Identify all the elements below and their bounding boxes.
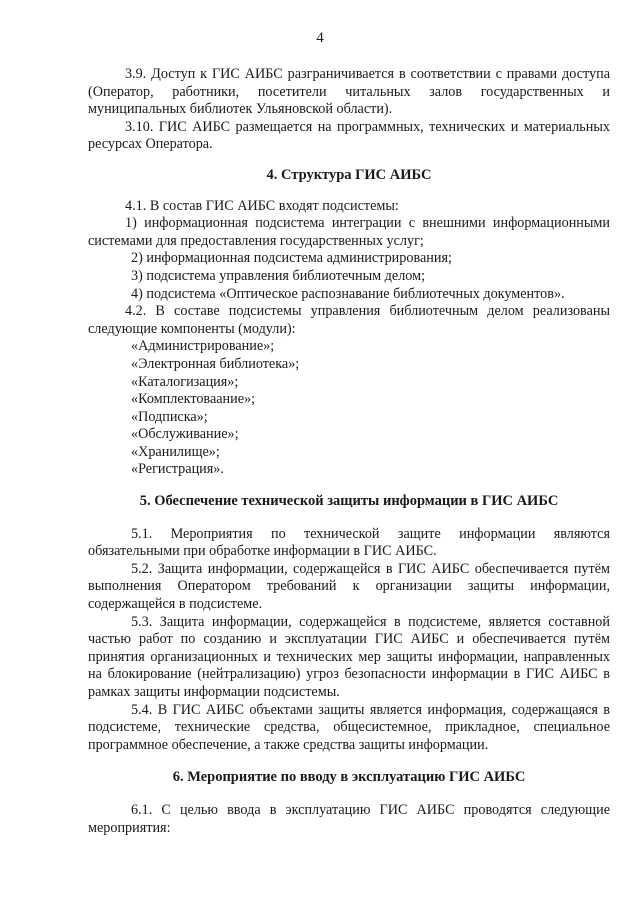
paragraph-5-2: 5.2. Защита информации, содержащейся в ГИС АИБС обеспечивается путём выполнения Оператором требований к организации защиты информации, содержащейся в подсистеме. [88, 560, 610, 613]
paragraph-5-3: 5.3. Защита информации, содержащейся в подсистеме, является составной частью работ по созданию и эксплуатации ГИС АИБС и обеспечивается путём принятия организационных и технических мер защиты информации, направленных на блокирование (нейтрализацию) угроз безопасности информации в ГИС АИБС в рамках защиты информации подсистемы. [88, 613, 610, 700]
paragraph-3-10: 3.10. ГИС АИБС размещается на программных, технических и материальных ресурсах Оператора. [88, 118, 610, 153]
subsystem-item: 3) подсистема управления библиотечным делом; [131, 267, 426, 284]
paragraph-6-1: 6.1. С целью ввода в эксплуатацию ГИС АИБС проводятся следующие мероприятия: [88, 801, 610, 836]
module-item: «Хранилище»; [131, 443, 220, 460]
section-5-heading: 5. Обеспечение технической защиты информации в ГИС АИБС [139, 493, 559, 510]
module-item: «Электронная библиотека»; [131, 355, 300, 372]
paragraph-5-4: 5.4. В ГИС АИБС объектами защиты является информация, содержащаяся в подсистеме, технические средства, общесистемное, прикладное, специальное программное обеспечение, а также средства защиты информации. [88, 701, 610, 753]
module-item: «Комплектоваание»; [131, 391, 256, 408]
paragraph-4-2: 4.2. В составе подсистемы управления библиотечным делом реализованы следующие компоненты (модули): [88, 303, 610, 337]
module-item: «Обслуживание»; [131, 426, 239, 443]
section-4-heading: 4. Структура ГИС АИБС [266, 166, 432, 183]
document-body [88, 66, 610, 837]
subsystem-item: 1) информационная подсистема интеграции с внешними информационными системами для предоставления государственных услуг; [88, 215, 610, 249]
subsystem-item: 2) информационная подсистема администрирования; [131, 250, 452, 267]
module-item: «Подписка»; [131, 408, 208, 425]
module-item: «Каталогизация»; [131, 373, 239, 390]
paragraph-4-1: 4.1. В состав ГИС АИБС входят подсистемы: [125, 197, 399, 214]
section-6-heading: 6. Мероприятие по вводу в эксплуатацию ГИС АИБС [172, 769, 526, 786]
module-item: «Администрирование»; [131, 338, 275, 355]
paragraph-5-1: 5.1. Мероприятия по технической защите информации являются обязательными при обработке информации в ГИС АИБС. [88, 525, 610, 560]
page-number: 4 [316, 30, 324, 46]
subsystem-item: 4) подсистема «Оптическое распознавание библиотечных документов». [131, 285, 565, 302]
module-item: «Регистрация». [131, 461, 224, 478]
paragraph-3-9: 3.9. Доступ к ГИС АИБС разграничивается в соответствии с правами доступа (Оператор, работники, посетители читальных залов государственных и муниципальных библиотек Ульяновской области). [88, 66, 610, 118]
